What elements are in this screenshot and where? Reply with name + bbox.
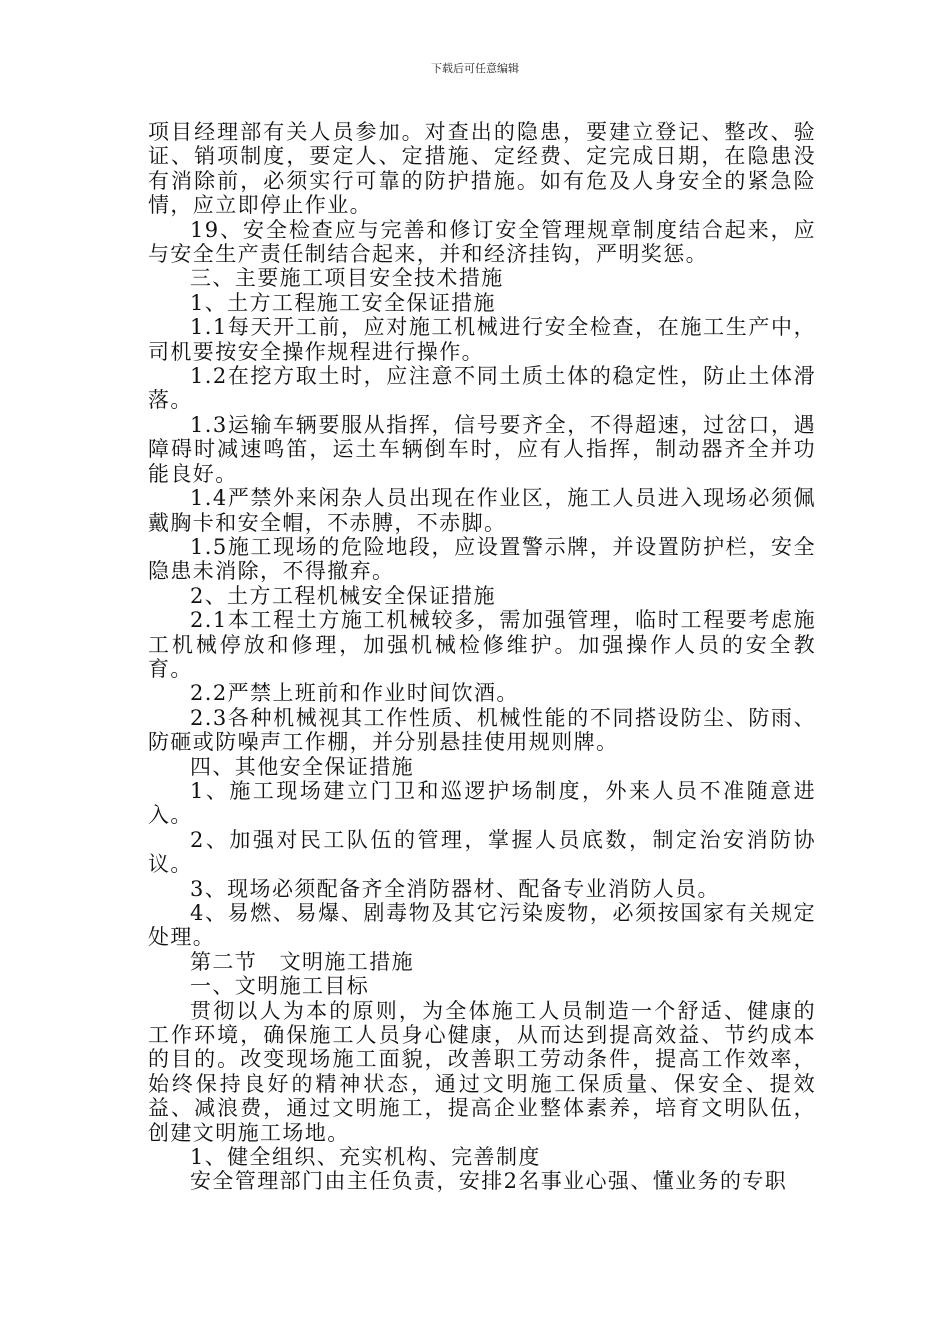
section-heading-main-technical-measures: 三、主要施工项目安全技术措施: [190, 266, 504, 291]
paragraph-item-1-3: 1.3运输车辆要服从指挥，信号要齐全，不得超速，过岔口，遇障碍时减速鸣笛，运土车辆倒车时，应有人指挥，制动器齐全并功能良好。: [148, 412, 816, 486]
paragraph-other-item-2: 2、加强对民工队伍的管理，掌握人员底数，制定治安消防协议。: [148, 827, 816, 877]
paragraph-other-item-3: 3、现场必须配备齐全消防器材、配备专业消防人员。: [190, 876, 720, 901]
paragraph-item-2-3: 2.3各种机械视其工作性质、机械性能的不同搭设防尘、防雨、防砸或防噪声工作棚，并分别悬挂使用规则牌。: [148, 705, 816, 755]
section-heading-other-safety-measures: 四、其他安全保证措施: [190, 754, 414, 779]
paragraph-hazard-rectification: 项目经理部有关人员参加。对查出的隐患，要建立登记、整改、验证、销项制度，要定人、定措施、定经费、定完成日期，在隐患没有消除前，必须实行可靠的防护措施。如有危及人身安全的紧急险情，应立即停止作业。: [148, 120, 816, 218]
subheading-organization: 1、健全组织、充实机构、完善制度: [190, 1145, 541, 1170]
paragraph-item-2-2: 2.2严禁上班前和作业时间饮酒。: [190, 681, 519, 706]
subheading-earthwork-safety: 1、土方工程施工安全保证措施: [190, 290, 496, 315]
section-heading-civilized-construction: 第二节 文明施工措施: [190, 949, 414, 974]
paragraph-other-item-4: 4、易燃、易爆、剧毒物及其它污染废物，必须按国家有关规定处理。: [148, 901, 816, 950]
paragraph-item-1-1: 1.1每天开工前，应对施工机械进行安全检查，在施工生产中，司机要按安全操作规程进行操作。: [148, 315, 816, 364]
document-body: [148, 120, 816, 1194]
paragraph-other-item-1: 1、施工现场建立门卫和巡逻护场制度，外来人员不准随意进入。: [148, 778, 816, 828]
paragraph-item-1-5: 1.5施工现场的危险地段，应设置警示牌，并设置防护栏，安全隐患未消除，不得撤弃。: [148, 534, 816, 584]
paragraph-item-1-2: 1.2在挖方取土时，应注意不同土质土体的稳定性，防止土体滑落。: [148, 364, 816, 413]
paragraph-item-19: 19、安全检查应与完善和修订安全管理规章制度结合起来，应与安全生产责任制结合起来，并和经济挂钩，严明奖惩。: [148, 217, 816, 267]
paragraph-civilized-construction-goal: 贯彻以人为本的原则，为全体施工人员制造一个舒适、健康的工作环境，确保施工人员身心健康，从而达到提高效益、节约成本的目的。改变现场施工面貌，改善职工劳动条件，提高工作效率，始终保持良好的精神状态，通过文明施工保质量、保安全、提效益、减浪费，通过文明施工，提高企业整体素养，培育文明队伍，创建文明施工场地。: [148, 998, 816, 1145]
paragraph-item-2-1: 2.1本工程土方施工机械较多，需加强管理，临时工程要考虑施工机械停放和修理，加强机械检修维护。加强操作人员的安全教育。: [148, 608, 816, 681]
page-header-note: 下载后可任意编辑: [431, 62, 519, 75]
paragraph-item-1-4: 1.4严禁外来闲杂人员出现在作业区，施工人员进入现场必须佩戴胸卡和安全帽，不赤膊，不赤脚。: [148, 486, 816, 535]
subheading-earthwork-machinery-safety: 2、土方工程机械安全保证措施: [190, 583, 496, 608]
paragraph-safety-department: 安全管理部门由主任负责，安排2名事业心强、懂业务的专职: [190, 1169, 788, 1194]
subheading-civilized-construction-goal: 一、文明施工目标: [190, 974, 370, 999]
